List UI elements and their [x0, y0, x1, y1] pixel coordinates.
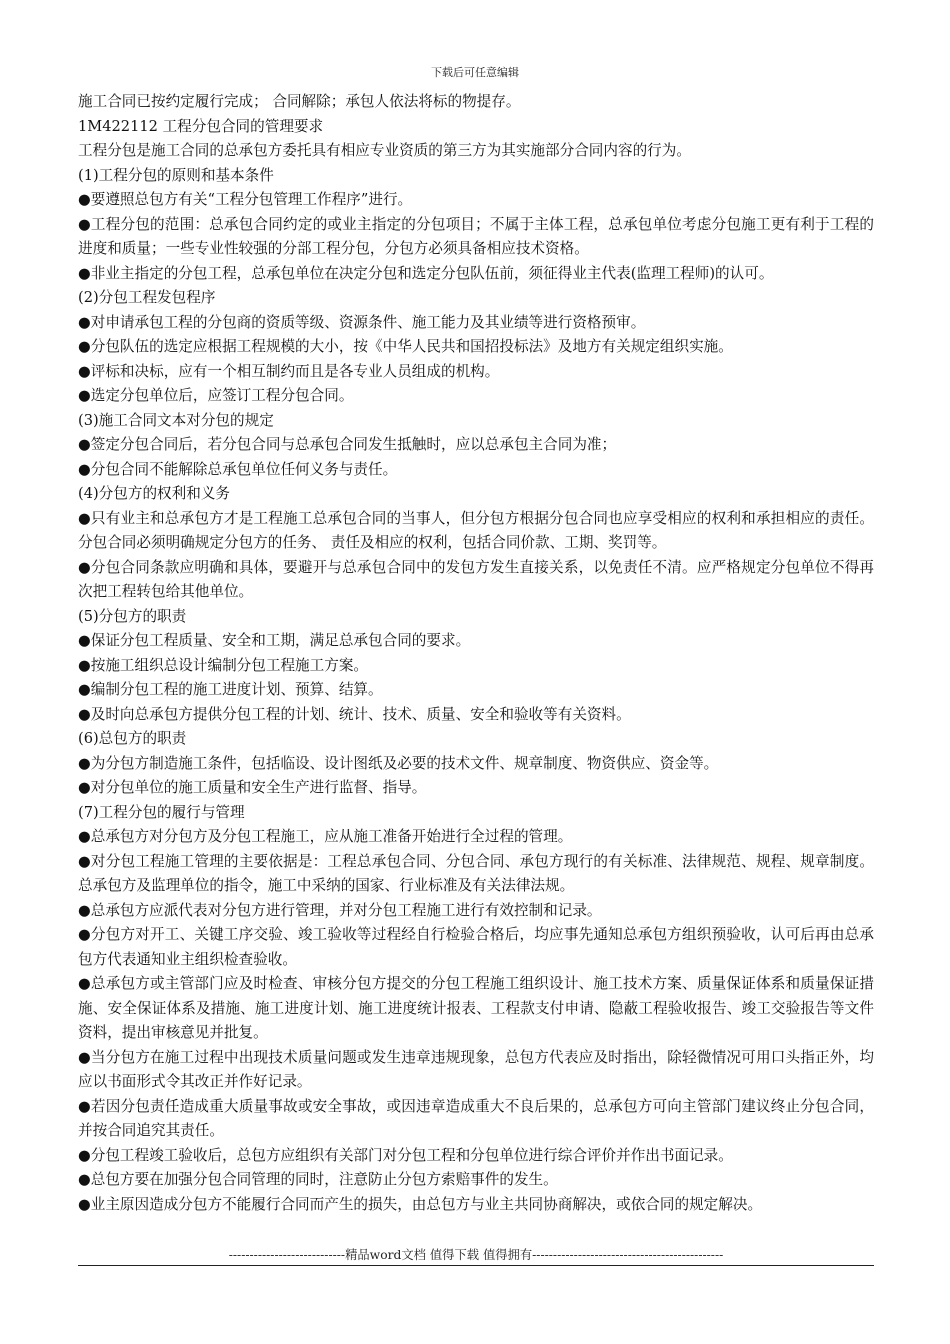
paragraph: ●当分包方在施工过程中出现技术质量问题或发生违章违规现象，总包方代表应及时指出，除轻微情况可用口头指正外，均应以书面形式令其改正并作好记录。 — [78, 1048, 874, 1090]
paragraph: ●总承包方应派代表对分包方进行管理，并对分包工程施工进行有效控制和记录。 — [78, 901, 602, 919]
paragraph: ●对分包单位的施工质量和安全生产进行监督、指导。 — [78, 779, 427, 796]
document-body — [78, 90, 874, 1217]
paragraph: (7)工程分包的履行与管理 — [78, 803, 245, 821]
paragraph: ●总承包方对分包方及分包工程施工，应从施工准备开始进行全过程的管理。 — [78, 828, 573, 845]
paragraph: ●总包方要在加强分包合同管理的同时，注意防止分包方索赔事件的发生。 — [78, 1171, 558, 1188]
paragraph: ●分包工程竣工验收后，总包方应组织有关部门对分包工程和分包单位进行综合评价并作出书面记录。 — [78, 1146, 733, 1164]
paragraph: ●对申请承包工程的分包商的资质等级、资源条件、施工能力及其业绩等进行资格预审。 — [78, 313, 646, 331]
paragraph: ●若因分包责任造成重大质量事故或安全事故，或因违章造成重大不良后果的，总承包方可向主管部门建议终止分包合同，并按合同追究其责任。 — [78, 1097, 874, 1139]
paragraph: 工程分包是施工合同的总承包方委托具有相应专业资质的第三方为其实施部分合同内容的行为。 — [78, 142, 691, 159]
paragraph: ●按施工组织总设计编制分包工程施工方案。 — [78, 656, 369, 674]
paragraph: ●保证分包工程质量、安全和工期，满足总承包合同的要求。 — [78, 632, 471, 649]
page-header: 下载后可任意编辑 — [431, 66, 519, 79]
paragraph: ●只有业主和总承包方才是工程施工总承包合同的当事人，但分包方根据分包合同也应享受相应的权利和承担相应的责任。分包合同必须明确规定分包方的任务、 责任及相应的权利，包括合同价款、工期、奖罚等。 — [78, 509, 874, 551]
paragraph: ●业主原因造成分包方不能履行合同而产生的损失，由总包方与业主共同协商解决，或依合同的规定解决。 — [78, 1195, 763, 1213]
paragraph: ●分包方对开工、关键工序交验、竣工验收等过程经自行检验合格后，均应事先通知总承包方组织预验收，认可后再由总承包方代表通知业主组织检查验收。 — [78, 926, 874, 968]
paragraph: (2)分包工程发包程序 — [78, 289, 216, 306]
paragraph: (5)分包方的职责 — [78, 607, 187, 625]
paragraph: ●非业主指定的分包工程，总承包单位在决定分包和选定分包队伍前，须征得业主代表(监理工程师)的认可。 — [78, 264, 774, 282]
paragraph: (1)工程分包的原则和基本条件 — [78, 166, 274, 184]
paragraph: 施工合同已按约定履行完成； 合同解除；承包人依法将标的物提存。 — [78, 93, 521, 110]
paragraph: ●工程分包的范围：总承包合同约定的或业主指定的分包项目；不属于主体工程，总承包单位考虑分包施工更有利于工程的进度和质量；一些专业性较强的分部工程分包，分包方必须具备相应技术资格。 — [78, 215, 874, 257]
paragraph: ●评标和决标，应有一个相互制约而且是各专业人员组成的机构。 — [78, 362, 500, 380]
paragraph: ●对分包工程施工管理的主要依据是：工程总承包合同、分包合同、承包方现行的有关标准、法律规范、规程、规章制度。总承包方及监理单位的指令，施工中采纳的国家、行业标准及有关法律法规。 — [78, 852, 874, 894]
paragraph: ●为分包方制造施工条件，包括临设、设计图纸及必要的技术文件、规章制度、物资供应、资金等。 — [78, 754, 719, 772]
paragraph: 1M422112 工程分包合同的管理要求 — [78, 117, 324, 135]
paragraph: ●总承包方或主管部门应及时检查、审核分包方提交的分包工程施工组织设计、施工技术方案、质量保证体系和质量保证措施、安全保证体系及措施、施工进度计划、施工进度统计报表、工程款支付申请、隐蔽工程验收报告、竣工交验报告等文件资料，提出审核意见并批复。 — [78, 975, 874, 1041]
page-footer: ----------------------------精品word文档 值得下载 值得拥有---------------------------------------------- — [228, 1248, 724, 1262]
paragraph: (4)分包方的权利和义务 — [78, 485, 231, 502]
paragraph: (6)总包方的职责 — [78, 730, 187, 747]
paragraph: ●及时向总承包方提供分包工程的计划、统计、技术、质量、安全和验收等有关资料。 — [78, 705, 631, 723]
paragraph: ●编制分包工程的施工进度计划、预算、结算。 — [78, 681, 383, 698]
paragraph: ●选定分包单位后，应签订工程分包合同。 — [78, 387, 354, 404]
paragraph: ●要遵照总包方有关“工程分包管理工作程序”进行。 — [78, 191, 413, 208]
paragraph: ●分包合同条款应明确和具体，要避开与总承包合同中的发包方发生直接关系，以免责任不清。应严格规定分包单位不得再次把工程转包给其他单位。 — [78, 558, 874, 600]
paragraph: ●分包合同不能解除总承包单位任何义务与责任。 — [78, 460, 398, 478]
paragraph: ●分包队伍的选定应根据工程规模的大小，按《中华人民共和国招投标法》及地方有关规定组织实施。 — [78, 338, 733, 355]
footer-rule — [78, 1265, 874, 1266]
paragraph: (3)施工合同文本对分包的规定 — [78, 411, 274, 429]
paragraph: ●签定分包合同后，若分包合同与总承包合同发生抵触时，应以总承包主合同为准； — [78, 436, 617, 453]
